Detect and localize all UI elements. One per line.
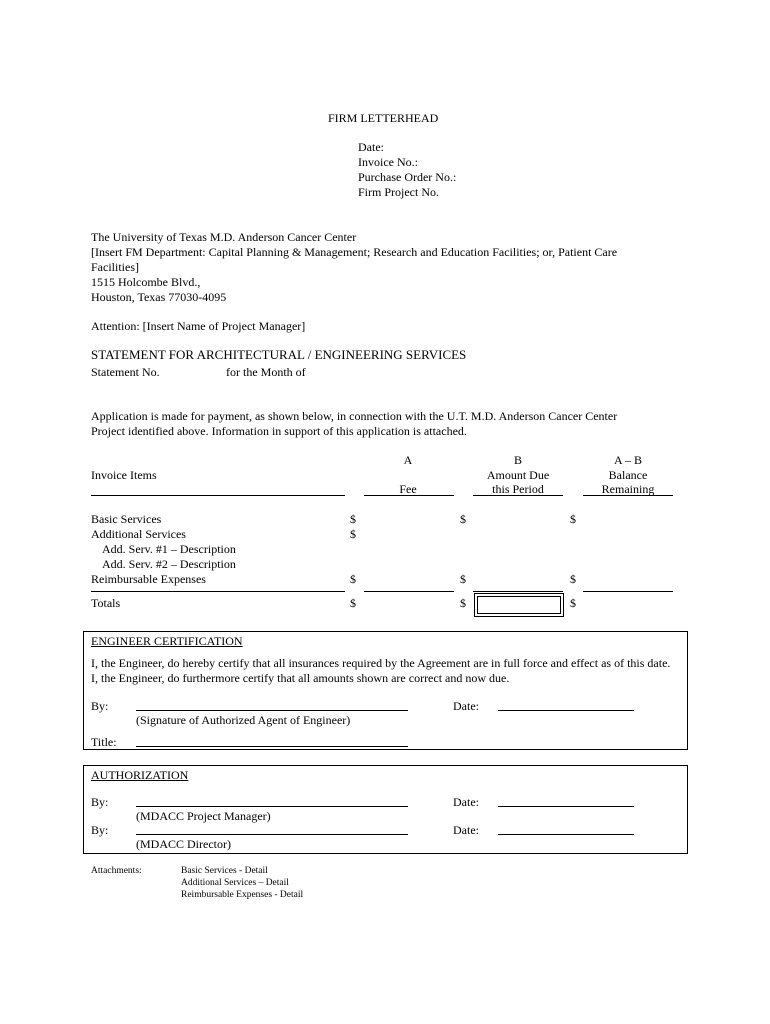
attachment-item: Reimbursable Expenses - Detail: [181, 890, 304, 900]
auth-pm-signature-line[interactable]: [136, 806, 408, 807]
row-reimbursable: Reimbursable Expenses: [91, 572, 206, 586]
row-totals: Totals: [91, 596, 121, 610]
totals-rule-items: [91, 591, 345, 592]
engineer-title-line[interactable]: [136, 746, 408, 747]
address-line-3: Facilities]: [91, 260, 139, 274]
auth-director-date-label: Date:: [453, 823, 479, 837]
row-basic-services: Basic Services: [91, 512, 162, 526]
date-label: Date:: [358, 140, 384, 154]
dollar-sign: $: [570, 572, 576, 586]
totals-rule-b: [473, 591, 563, 592]
application-line-2: Project identified above. Information in support of this application is attached.: [91, 424, 467, 438]
dollar-sign: $: [460, 512, 466, 526]
engineer-by-label: By:: [91, 699, 109, 713]
statement-number-label: Statement No.: [91, 365, 160, 379]
invoice-label: Invoice No.:: [358, 155, 418, 169]
engineer-signature-caption: (Signature of Authorized Agent of Engineer): [136, 713, 351, 727]
totals-amount-due-field[interactable]: [474, 593, 564, 617]
auth-pm-by-label: By:: [91, 795, 109, 809]
statement-title: STATEMENT FOR ARCHITECTURAL / ENGINEERING SERVICES: [91, 347, 467, 362]
row-add-serv-1: Add. Serv. #1 – Description: [102, 542, 236, 556]
dollar-sign: $: [350, 572, 356, 586]
engineer-text-2: I, the Engineer, do furthermore certify that all amounts shown are correct and now due.: [91, 671, 510, 685]
po-label: Purchase Order No.:: [358, 170, 457, 184]
col-c-label-1: Balance: [608, 468, 648, 482]
row-add-serv-2: Add. Serv. #2 – Description: [102, 557, 236, 571]
dollar-sign: $: [350, 527, 356, 541]
address-line-4: 1515 Holcombe Blvd.,: [91, 275, 201, 289]
dollar-sign: $: [350, 512, 356, 526]
engineer-signature-line[interactable]: [136, 710, 408, 711]
col-b-label-1: Amount Due: [486, 468, 550, 482]
dollar-sign: $: [350, 596, 356, 610]
auth-pm-caption: (MDACC Project Manager): [136, 809, 271, 823]
authorization-heading: AUTHORIZATION: [91, 768, 189, 782]
col-c-label-2: Remaining: [601, 482, 655, 496]
header-rule-c: [583, 495, 673, 496]
auth-pm-date-line[interactable]: [498, 806, 634, 807]
col-b-letter: B: [513, 453, 522, 467]
auth-pm-date-label: Date:: [453, 795, 479, 809]
statement-month-label: for the Month of: [226, 365, 306, 379]
address-line-2: [Insert FM Department: Capital Planning & Management; Research and Education Facilities; or, Patient Care: [91, 245, 618, 259]
dollar-sign: $: [570, 596, 576, 610]
engineer-certification-box: [83, 631, 688, 750]
project-label: Firm Project No.: [358, 185, 439, 199]
totals-rule-a: [364, 591, 454, 592]
header-rule-a: [364, 495, 454, 496]
attachment-item: Additional Services – Detail: [181, 878, 289, 888]
col-a-letter: A: [403, 453, 413, 467]
header-rule-items: [91, 495, 345, 496]
row-additional-services: Additional Services: [91, 527, 186, 541]
attachment-item: Basic Services - Detail: [181, 866, 268, 876]
col-c-letter: A – B: [613, 453, 642, 467]
dollar-sign: $: [460, 596, 466, 610]
attention-line: Attention: [Insert Name of Project Manager]: [91, 319, 306, 333]
dollar-sign: $: [570, 512, 576, 526]
attachments-label: Attachments:: [91, 866, 142, 876]
auth-director-signature-line[interactable]: [136, 834, 408, 835]
engineer-title-label: Title:: [91, 735, 117, 749]
header-rule-b: [473, 495, 563, 496]
engineer-text-1: I, the Engineer, do hereby certify that all insurances required by the Agreement are in full force and effect as of this date.: [91, 656, 671, 670]
auth-director-by-label: By:: [91, 823, 109, 837]
application-line-1: Application is made for payment, as shown below, in connection with the U.T. M.D. Anderson Cancer Center: [91, 409, 618, 423]
col-a-label: Fee: [399, 482, 417, 496]
engineer-date-line[interactable]: [498, 710, 634, 711]
auth-director-date-line[interactable]: [498, 834, 634, 835]
auth-director-caption: (MDACC Director): [136, 837, 231, 851]
letterhead-title: FIRM LETTERHEAD: [328, 111, 439, 125]
address-line-5: Houston, Texas 77030-4095: [91, 290, 227, 304]
address-line-1: The University of Texas M.D. Anderson Cancer Center: [91, 230, 357, 244]
col-b-label-2: this Period: [492, 482, 544, 496]
engineer-heading: ENGINEER CERTIFICATION: [91, 634, 243, 648]
totals-rule-c: [583, 591, 673, 592]
engineer-date-label: Date:: [453, 699, 479, 713]
invoice-items-header: Invoice Items: [91, 468, 157, 482]
dollar-sign: $: [460, 572, 466, 586]
